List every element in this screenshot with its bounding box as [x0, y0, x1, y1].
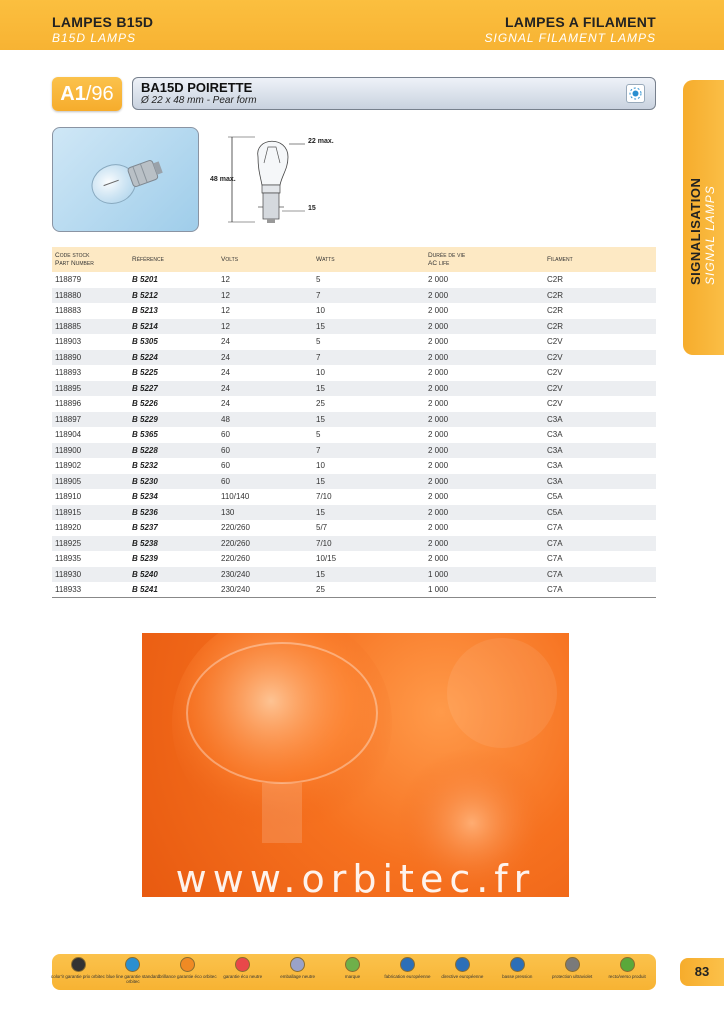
cell-watts: 10	[316, 306, 325, 316]
cell-filament: C2R	[547, 275, 564, 285]
cell-watts: 15	[316, 414, 325, 424]
cell-code: 118893	[55, 368, 82, 378]
cell-filament: C2V	[547, 399, 563, 409]
table-row	[52, 334, 656, 350]
table-header-row	[52, 247, 656, 272]
cell-watts: 5/7	[316, 523, 328, 533]
cell-filament: C3A	[547, 430, 563, 440]
cell-watts: 7	[316, 445, 321, 455]
cell-volts: 60	[221, 445, 230, 455]
legend-label: blue line garantie standard orbitec	[106, 974, 160, 984]
cell-reference: B 5226	[132, 399, 158, 409]
legend-label: fabrication européenne	[384, 974, 431, 979]
cell-volts: 220/260	[221, 523, 250, 533]
cell-watts: 5	[316, 275, 321, 285]
legend-item	[323, 957, 383, 979]
cell-life: 2 000	[428, 368, 449, 378]
cell-watts: 7/10	[316, 492, 332, 502]
side-tab-subtitle: SIGNAL LAMPS	[703, 185, 717, 285]
cell-life: 2 000	[428, 321, 449, 331]
legend-label: brillance garantie éco orbitec	[159, 974, 217, 979]
cell-life: 2 000	[428, 461, 449, 471]
cell-code: 118902	[55, 461, 82, 471]
cell-filament: C3A	[547, 476, 563, 486]
cell-volts: 220/260	[221, 554, 250, 564]
cell-life: 1 000	[428, 585, 449, 594]
cell-life: 2 000	[428, 430, 449, 440]
cell-volts: 12	[221, 321, 230, 331]
cell-watts: 15	[316, 383, 325, 393]
product-title-bar	[132, 77, 656, 110]
cell-filament: C3A	[547, 461, 563, 471]
cell-life: 2 000	[428, 399, 449, 409]
cell-volts: 230/240	[221, 569, 250, 579]
legend-item	[103, 957, 163, 984]
cell-watts: 10	[316, 461, 325, 471]
cell-code: 118935	[55, 554, 82, 564]
cell-watts: 7/10	[316, 538, 332, 548]
cell-volts: 24	[221, 368, 230, 378]
specifications-table	[52, 247, 656, 598]
cell-code: 118900	[55, 445, 82, 455]
cell-code: 118879	[55, 275, 82, 285]
cell-life: 2 000	[428, 352, 449, 362]
cell-volts: 24	[221, 337, 230, 347]
cell-filament: C7A	[547, 523, 563, 533]
legend-badge-icon	[620, 957, 635, 972]
cell-volts: 12	[221, 275, 230, 285]
column-header-filament: Filament	[547, 255, 573, 263]
table-row	[52, 272, 656, 288]
cell-reference: B 5240	[132, 569, 158, 579]
cell-watts: 10/15	[316, 554, 337, 564]
side-tab-text	[688, 25, 724, 285]
cell-watts: 7	[316, 290, 321, 300]
legend-label: directive européenne	[441, 974, 484, 979]
table-row	[52, 536, 656, 552]
cell-filament: C5A	[547, 507, 563, 517]
table-row	[52, 303, 656, 319]
legend-item	[268, 957, 328, 979]
footer-legend-band	[52, 954, 656, 990]
header-right	[485, 14, 657, 45]
legend-badge-icon	[455, 957, 470, 972]
cell-life: 2 000	[428, 414, 449, 424]
side-tab-title: SIGNALISATION	[688, 177, 703, 285]
cell-volts: 48	[221, 414, 230, 424]
cell-filament: C2V	[547, 383, 563, 393]
cell-reference: B 5365	[132, 430, 158, 440]
legend-badge-icon	[71, 957, 86, 972]
cell-code: 118904	[55, 430, 82, 440]
cell-life: 2 000	[428, 306, 449, 316]
table-row	[52, 505, 656, 521]
spotlight-icon	[626, 84, 645, 103]
cell-volts: 60	[221, 430, 230, 440]
cell-life: 2 000	[428, 445, 449, 455]
legend-label: garantie éco neutre	[223, 974, 263, 979]
column-header-reference: Référence	[132, 255, 164, 263]
table-row	[52, 381, 656, 397]
legend-item	[432, 957, 492, 979]
cell-volts: 130	[221, 507, 235, 517]
cell-reference: B 5227	[132, 383, 158, 393]
legend-badge-icon	[290, 957, 305, 972]
legend-label: emballage neutre	[280, 974, 316, 979]
cell-code: 118885	[55, 321, 82, 331]
cell-code: 118897	[55, 414, 82, 424]
cell-volts: 60	[221, 476, 230, 486]
cell-watts: 15	[316, 476, 325, 486]
cell-volts: 12	[221, 306, 230, 316]
table-row	[52, 582, 656, 598]
cell-volts: 24	[221, 383, 230, 393]
table-row	[52, 567, 656, 583]
cell-code: 118883	[55, 306, 82, 316]
legend-item	[542, 957, 602, 979]
cell-life: 2 000	[428, 337, 449, 347]
cell-reference: B 5236	[132, 507, 158, 517]
cell-filament: C7A	[547, 538, 563, 548]
cell-life: 2 000	[428, 290, 449, 300]
cell-filament: C2V	[547, 337, 563, 347]
table-row	[52, 489, 656, 505]
column-header-watts: Watts	[316, 255, 335, 263]
cell-code: 118890	[55, 352, 82, 362]
cell-reference: B 5230	[132, 476, 158, 486]
cell-code: 118920	[55, 523, 82, 533]
legend-item	[158, 957, 218, 979]
cell-filament: C2V	[547, 352, 563, 362]
base-dimension-label: 15	[308, 205, 316, 212]
cell-life: 1 000	[428, 569, 449, 579]
cell-volts: 24	[221, 352, 230, 362]
legend-item	[597, 957, 657, 979]
cell-filament: C3A	[547, 445, 563, 455]
cell-watts: 15	[316, 507, 325, 517]
legend-badge-icon	[345, 957, 360, 972]
cell-reference: B 5212	[132, 290, 158, 300]
legend-label: color'ir garantie prix orbitec	[51, 974, 105, 979]
cell-reference: B 5224	[132, 352, 158, 362]
cell-watts: 15	[316, 321, 325, 331]
column-header-volts: Volts	[221, 255, 239, 263]
cell-reference: B 5239	[132, 554, 158, 564]
cell-watts: 10	[316, 368, 325, 378]
cell-watts: 5	[316, 430, 321, 440]
table-row	[52, 365, 656, 381]
cell-life: 2 000	[428, 476, 449, 486]
legend-badge-icon	[400, 957, 415, 972]
cell-reference: B 5234	[132, 492, 158, 502]
cell-code: 118895	[55, 383, 82, 393]
cell-code: 118915	[55, 507, 82, 517]
column-header-life: Durée de vie AC life	[428, 251, 466, 267]
table-row	[52, 443, 656, 459]
product-badge	[52, 77, 122, 111]
cell-watts: 25	[316, 399, 325, 409]
cell-life: 2 000	[428, 523, 449, 533]
cell-reference: B 5237	[132, 523, 158, 533]
cell-life: 2 000	[428, 538, 449, 548]
cell-watts: 5	[316, 337, 321, 347]
cell-reference: B 5238	[132, 538, 158, 548]
legend-label: marque	[344, 974, 361, 979]
column-header-code: Code stock Part Number	[55, 251, 94, 267]
legend-badge-icon	[180, 957, 195, 972]
cell-volts: 24	[221, 399, 230, 409]
header-left	[52, 14, 153, 45]
cell-reference: B 5232	[132, 461, 158, 471]
category-title: LAMPES A FILAMENT	[504, 14, 656, 30]
cell-volts: 110/140	[221, 492, 250, 502]
cell-watts: 15	[316, 569, 325, 579]
legend-label: protection ultraviolet	[552, 974, 593, 979]
legend-item	[48, 957, 108, 979]
legend-badge-icon	[565, 957, 580, 972]
legend-item	[377, 957, 437, 979]
cell-life: 2 000	[428, 554, 449, 564]
cell-life: 2 000	[428, 383, 449, 393]
table-row	[52, 412, 656, 428]
table-row	[52, 551, 656, 567]
cell-code: 118903	[55, 337, 82, 347]
page-number: 83	[680, 958, 724, 986]
badge-number: /96	[85, 83, 114, 105]
table-row	[52, 288, 656, 304]
cell-filament: C7A	[547, 569, 563, 579]
product-photo	[52, 127, 199, 232]
cell-life: 2 000	[428, 507, 449, 517]
cell-volts: 220/260	[221, 538, 250, 548]
cell-code: 118880	[55, 290, 82, 300]
cell-code: 118905	[55, 476, 82, 486]
table-row	[52, 396, 656, 412]
cell-filament: C7A	[547, 585, 563, 594]
cell-life: 2 000	[428, 492, 449, 502]
website-url[interactable]: www.orbitec.fr	[175, 857, 536, 897]
cell-reference: B 5213	[132, 306, 158, 316]
height-dimension-label: 48 max.	[210, 176, 236, 183]
promo-banner	[142, 633, 569, 897]
cell-filament: C7A	[547, 554, 563, 564]
table-row	[52, 427, 656, 443]
cell-watts: 25	[316, 585, 325, 594]
cell-reference: B 5241	[132, 585, 158, 594]
cell-reference: B 5229	[132, 414, 158, 424]
legend-item	[487, 957, 547, 979]
cell-filament: C2R	[547, 290, 564, 300]
cell-filament: C3A	[547, 414, 563, 424]
technical-drawing	[210, 127, 360, 232]
legend-badge-icon	[510, 957, 525, 972]
badge-code: A1	[60, 83, 86, 105]
cell-code: 118933	[55, 585, 82, 594]
cell-reference: B 5228	[132, 445, 158, 455]
cell-volts: 60	[221, 461, 230, 471]
table-row	[52, 458, 656, 474]
legend-item	[213, 957, 273, 979]
table-row	[52, 319, 656, 335]
table-row	[52, 474, 656, 490]
cell-filament: C5A	[547, 492, 563, 502]
cell-reference: B 5225	[132, 368, 158, 378]
cell-code: 118896	[55, 399, 82, 409]
legend-label: recto/verso produit	[608, 974, 646, 979]
category-subtitle: SIGNAL FILAMENT LAMPS	[484, 31, 656, 45]
table-row	[52, 350, 656, 366]
legend-badge-icon	[125, 957, 140, 972]
cell-reference: B 5214	[132, 321, 158, 331]
section-title: LAMPES B15D	[52, 14, 154, 30]
cell-filament: C2V	[547, 368, 563, 378]
cell-code: 118930	[55, 569, 82, 579]
cell-code: 118925	[55, 538, 82, 548]
cell-code: 118910	[55, 492, 82, 502]
cell-reference: B 5305	[132, 337, 158, 347]
cell-volts: 230/240	[221, 585, 250, 594]
cell-volts: 12	[221, 290, 230, 300]
table-row	[52, 520, 656, 536]
cell-reference: B 5201	[132, 275, 158, 285]
width-dimension-label: 22 max.	[308, 138, 334, 145]
product-subtitle: Ø 22 x 48 mm - Pear form	[141, 95, 257, 106]
legend-label: basse pression	[502, 974, 533, 979]
cell-filament: C2R	[547, 306, 564, 316]
product-title: BA15D POIRETTE	[141, 80, 253, 95]
cell-watts: 7	[316, 352, 321, 362]
legend-badge-icon	[235, 957, 250, 972]
section-subtitle: B15D LAMPS	[52, 31, 137, 45]
bulb-photo-icon	[53, 128, 198, 231]
cell-filament: C2R	[547, 321, 564, 331]
cell-life: 2 000	[428, 275, 449, 285]
